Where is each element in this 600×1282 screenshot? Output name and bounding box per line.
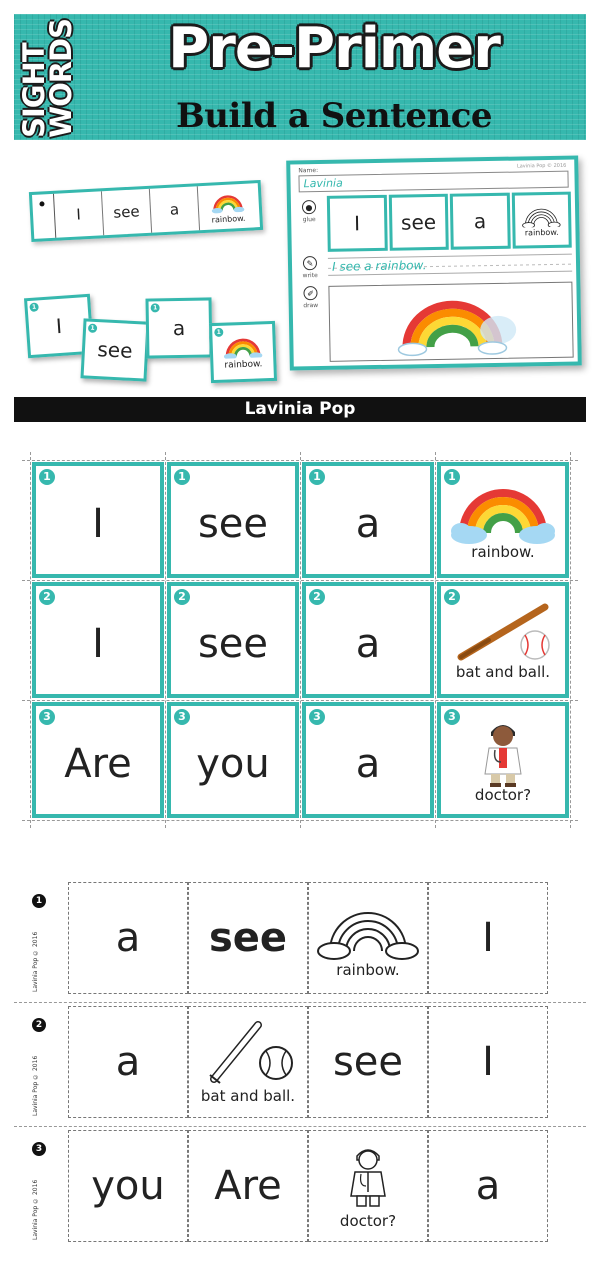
picture-card: 2 bat and ball.: [437, 582, 569, 698]
crayon-icon: ✐: [303, 286, 317, 300]
picture-card: 1 rainbow.: [437, 462, 569, 578]
worksheet-preview: [286, 155, 582, 370]
rainbow-outline-icon: [519, 203, 563, 228]
title-banner: [14, 14, 586, 140]
strip-word-cell: a: [428, 1130, 548, 1242]
cut-line: [300, 452, 301, 828]
strip-cell: see: [102, 189, 152, 235]
cut-line: [22, 700, 578, 701]
color-card-grid: [30, 460, 570, 820]
strip-word-cell: I: [428, 1006, 548, 1118]
strip-picture-cell: rainbow.: [308, 882, 428, 994]
pencil-icon: ✎: [303, 256, 317, 270]
strip-number: 1: [32, 894, 46, 908]
small-card: 1 rainbow.: [209, 321, 277, 383]
small-card: 1 I: [24, 294, 94, 358]
written-sentence: I see a rainbow.: [328, 254, 572, 276]
small-card: 1 see: [80, 318, 149, 381]
worksheet-credit: Lavinia Pop © 2016: [516, 162, 567, 170]
word-card: 1 I: [32, 462, 164, 578]
glued-card: a: [450, 193, 510, 250]
rainbow-icon: [222, 333, 263, 358]
strip-picture-cell: doctor?: [308, 1130, 428, 1242]
strip-credit: Lavinia Pop © 2016: [32, 1179, 39, 1241]
cut-line: [165, 452, 166, 828]
name-field: Lavinia: [298, 171, 568, 193]
rainbow-icon: [210, 189, 245, 213]
page-subtitle: Build a Sentence: [175, 96, 493, 136]
strip-word-cell: Are: [188, 1130, 308, 1242]
strip-cell: I: [54, 191, 104, 237]
word-card: 2 a: [302, 582, 434, 698]
word-card: 2 I: [32, 582, 164, 698]
strip-word-cell: a: [68, 882, 188, 994]
word-card: 3 you: [167, 702, 299, 818]
glued-card: see: [388, 194, 448, 251]
strip-number: 3: [32, 1142, 46, 1156]
cut-line: [14, 1126, 586, 1127]
doctor-outline-icon: [343, 1142, 393, 1212]
strip-credit: Lavinia Pop © 2016: [32, 931, 39, 993]
write-label: write: [302, 272, 318, 280]
cut-line: [22, 460, 578, 461]
glued-card: I: [327, 195, 387, 252]
word-card: 3 a: [302, 702, 434, 818]
sight-words-label: [16, 18, 80, 138]
doctor-icon: [473, 716, 533, 788]
glue-icon: ●: [302, 200, 316, 214]
word-card: 2 see: [167, 582, 299, 698]
strip-word-cell: see: [308, 1006, 428, 1118]
cut-strip: [0, 1130, 600, 1248]
author-credit-bar: Lavinia Pop: [14, 397, 586, 422]
word-card: 1 see: [167, 462, 299, 578]
strip-word-cell: see: [188, 882, 308, 994]
rainbow-drawing-icon: [329, 283, 572, 361]
cut-line: [14, 1002, 586, 1003]
cut-strip: [0, 1006, 600, 1124]
strip-picture-cell: bat and ball.: [188, 1006, 308, 1118]
glue-label: glue: [302, 216, 316, 224]
baseball-bat-icon: [449, 599, 557, 665]
page-title: Pre-Primer: [168, 16, 500, 81]
cut-line: [570, 452, 571, 828]
cut-strip: [0, 882, 600, 1000]
picture-card: 3 doctor?: [437, 702, 569, 818]
strip-picture-cell: rainbow.: [198, 183, 258, 230]
cut-line: [22, 820, 578, 821]
strip-credit: Lavinia Pop © 2016: [32, 1055, 39, 1117]
cut-line: [435, 452, 436, 828]
rainbow-outline-icon: [316, 897, 420, 961]
sentence-strip-preview: [29, 180, 263, 242]
name-label: Name:: [298, 167, 319, 175]
drawing-box: [328, 282, 573, 362]
cut-line: [30, 452, 31, 828]
word-card: 3 Are: [32, 702, 164, 818]
cut-line: [22, 580, 578, 581]
bat-ball-outline-icon: [196, 1019, 300, 1087]
small-card: 1 a: [145, 297, 212, 358]
sight-words-text: SIGHT WORDS: [17, 18, 78, 138]
strip-word-cell: I: [428, 882, 548, 994]
strip-word-cell: a: [68, 1006, 188, 1118]
strip-number: 2: [32, 1018, 46, 1032]
glued-cards: [327, 192, 572, 252]
strip-number-dot: [39, 201, 44, 206]
word-card: 1 a: [302, 462, 434, 578]
draw-label: draw: [303, 302, 319, 310]
strip-word-cell: you: [68, 1130, 188, 1242]
rainbow-icon: [449, 479, 557, 545]
strip-cell: a: [150, 186, 200, 232]
glued-picture-card: rainbow.: [511, 192, 571, 249]
